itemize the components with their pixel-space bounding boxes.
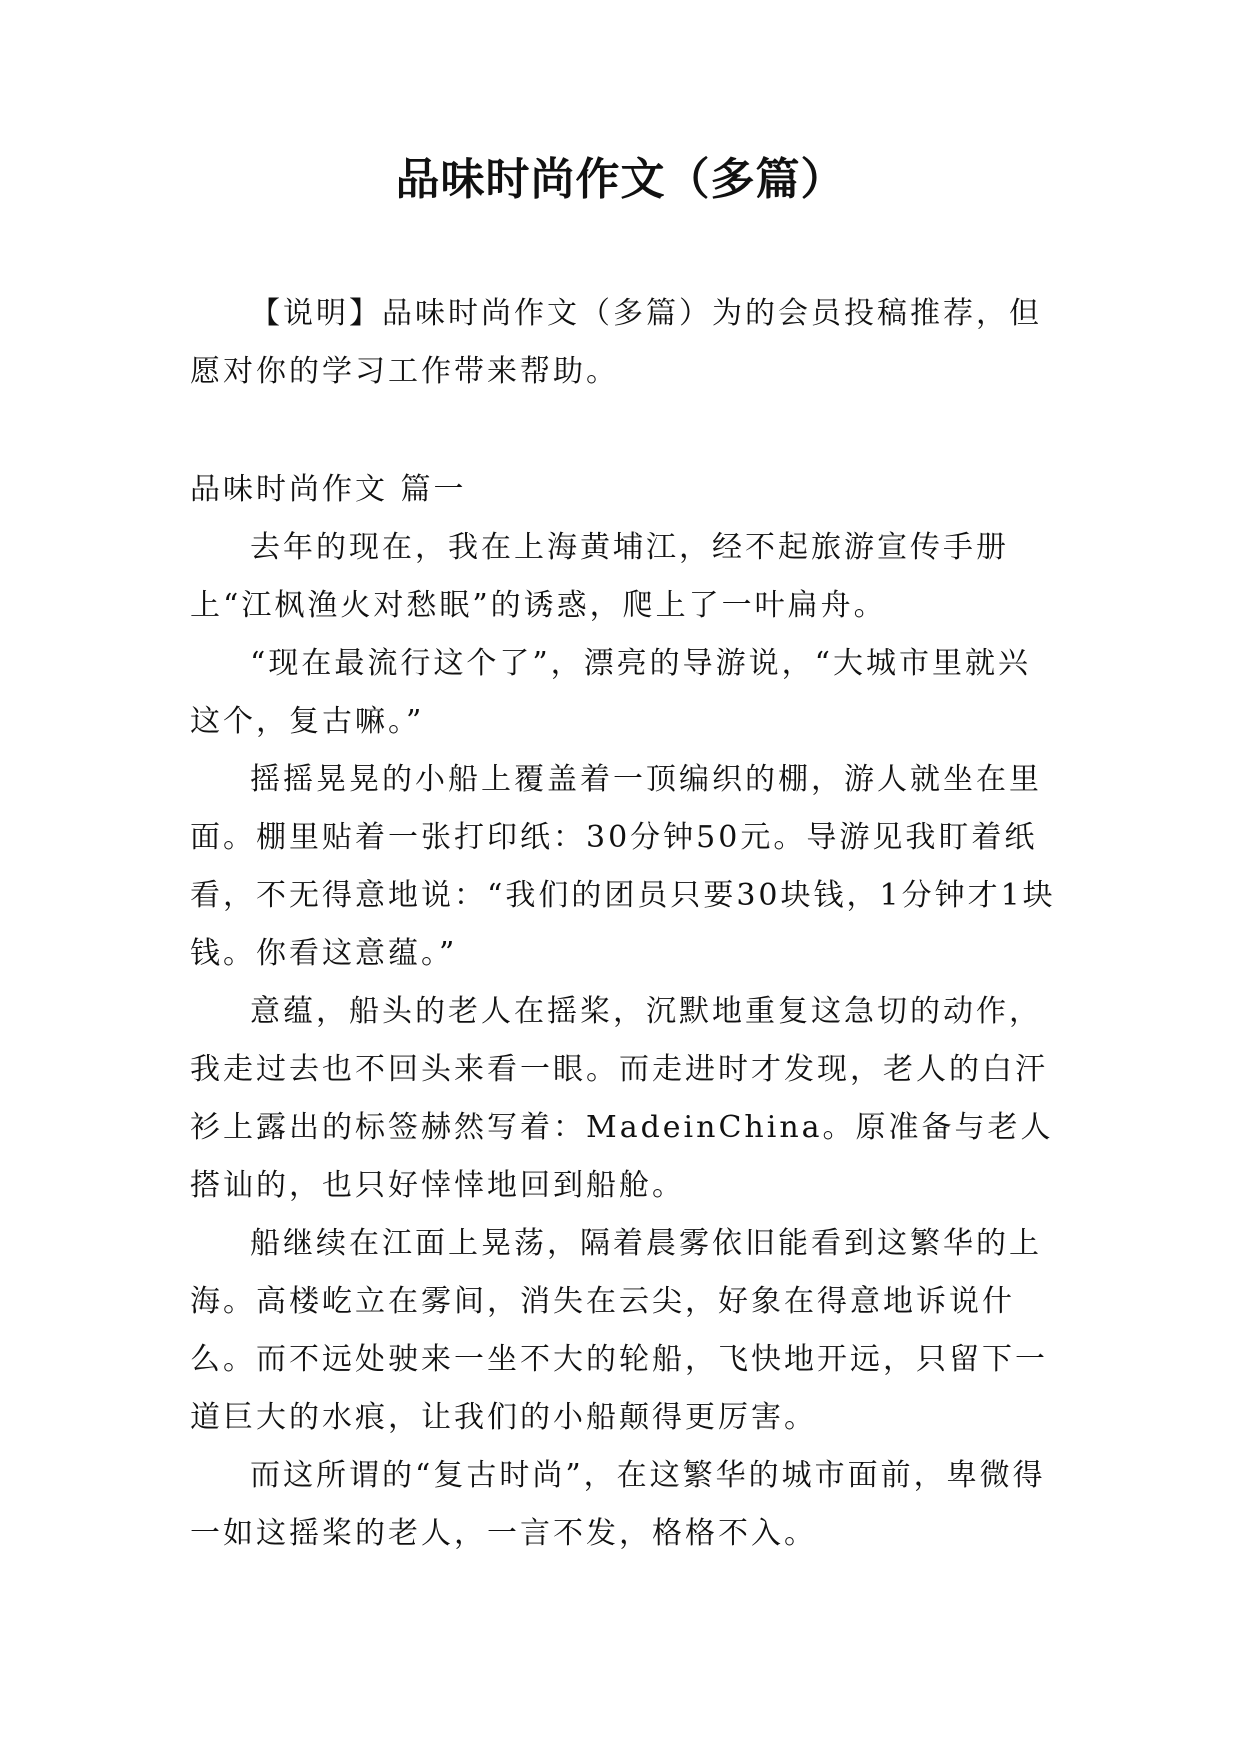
- paragraph: 摇摇晃晃的小船上覆盖着一顶编织的棚，游人就坐在里面。棚里贴着一张打印纸：30分钟50元。导游见我盯着纸看，不无得意地说：“我们的团员只要30块钱，1分钟才1块钱。你看这意蕴。”: [190, 762, 1056, 971]
- section-heading: 品味时尚作文 篇一: [190, 472, 467, 507]
- paragraph: “现在最流行这个了”，漂亮的导游说，“大城市里就兴这个，复古嘛。”: [190, 646, 1032, 739]
- paragraph: 而这所谓的“复古时尚”，在这繁华的城市面前，卑微得一如这摇桨的老人，一言不发，格格不入。: [190, 1458, 1046, 1551]
- intro-block: [190, 285, 1060, 401]
- paragraph: 船继续在江面上晃荡，隔着晨雾依旧能看到这繁华的上海。高楼屹立在雾间，消失在云尖，好象在得意地诉说什么。而不远处驶来一坐不大的轮船，飞快地开远，只留下一道巨大的水痕，让我们的小船颠得更厉害。: [190, 1226, 1048, 1435]
- article-body: [190, 461, 1060, 1563]
- paragraph: 意蕴，船头的老人在摇桨，沉默地重复这急切的动作，我走过去也不回头来看一眼。而走进时才发现，老人的白汗衫上露出的标签赫然写着：MadeinChina。原准备与老人搭讪的，也只好悻悻地回到船舱。: [190, 994, 1054, 1203]
- intro-paragraph: 【说明】品味时尚作文（多篇）为的会员投稿推荐，但愿对你的学习工作带来帮助。: [190, 296, 1042, 389]
- paragraph: 去年的现在，我在上海黄埔江，经不起旅游宣传手册上“江枫渔火对愁眠”的诱惑，爬上了一叶扁舟。: [190, 530, 1009, 623]
- document-title: 品味时尚作文（多篇）: [395, 154, 846, 205]
